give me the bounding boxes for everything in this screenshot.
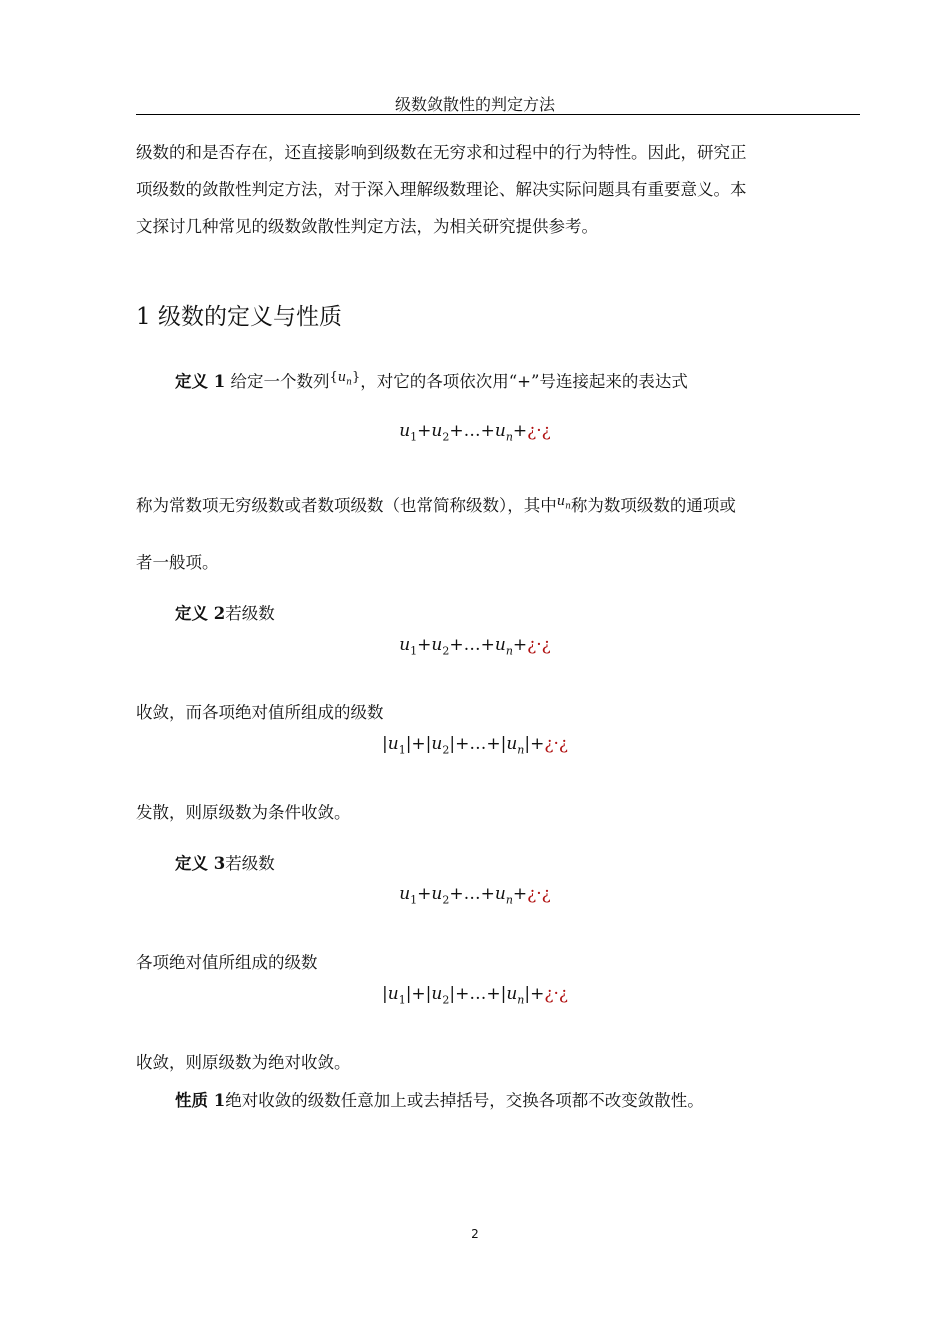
header-rule (136, 114, 860, 115)
definition-3-after-formula-1: 各项绝对值所组成的级数 (136, 953, 318, 972)
definition-3-after-formula-2: 收敛，则原级数为绝对收敛。 (136, 1053, 351, 1072)
property-1-line: 性质 1绝对收敛的级数任意加上或去掉括号，交换各项都不改变敛散性。 (175, 1091, 704, 1110)
definition-2-after-formula-1: 收敛，而各项绝对值所组成的级数 (136, 703, 384, 722)
definition-1-label: 定义 1 (175, 372, 226, 391)
general-term-symbol: $u_n$ (556, 494, 571, 512)
formula-abs-series-3: $|u_1|+|u_2|+\dots+|u_n|+¿\cdot¿$ (382, 984, 568, 1007)
definition-1-after-line-1: 称为常数项无穷级数或者数项级数（也常简称级数），其中$u_n$称为数项级数的通项或 (136, 494, 736, 515)
formula-series-2: $u_1+u_2+\dots+u_n+¿\cdot¿$ (399, 635, 551, 658)
page-number: 2 (471, 1227, 479, 1241)
definition-3-line: 定义 3若级数 (175, 854, 275, 873)
intro-paragraph (136, 134, 860, 245)
section-heading: 1 级数的定义与性质 (136, 304, 342, 330)
intro-line-1: 级数的和是否存在，还直接影响到级数在无穷求和过程中的行为特性。因此，研究正 (136, 143, 747, 162)
definition-2-after-formula-2: 发散，则原级数为条件收敛。 (136, 803, 351, 822)
definition-3-label: 定义 3 (175, 854, 226, 873)
intro-line-3: 文探讨几种常见的级数敛散性判定方法，为相关研究提供参考。 (136, 217, 598, 236)
property-1-label: 性质 1 (175, 1091, 226, 1110)
running-header: 级数敛散性的判定方法 (394, 95, 555, 114)
definition-1-text: 给定一个数列 (225, 372, 330, 391)
formula-series-3: $u_1+u_2+\dots+u_n+¿\cdot¿$ (399, 884, 551, 907)
intro-line-2: 项级数的敛散性判定方法，对于深入理解级数理论、解决实际问题具有重要意义。本 (136, 180, 747, 199)
definition-1-text-after: ，对它的各项依次用“+”号连接起来的表达式 (360, 372, 688, 391)
definition-1-line (175, 368, 688, 394)
formula-abs-series-2: $|u_1|+|u_2|+\dots+|u_n|+¿\cdot¿$ (382, 734, 568, 757)
definition-2-line: 定义 2若级数 (175, 604, 275, 623)
definition-2-label: 定义 2 (175, 604, 226, 623)
sequence-symbol: $\{u_n\}$ (329, 370, 361, 388)
formula-series-1: $u_1+u_2+\dots+u_n+¿\cdot¿$ (399, 421, 551, 444)
definition-1-after-line-2: 者一般项。 (136, 553, 219, 572)
